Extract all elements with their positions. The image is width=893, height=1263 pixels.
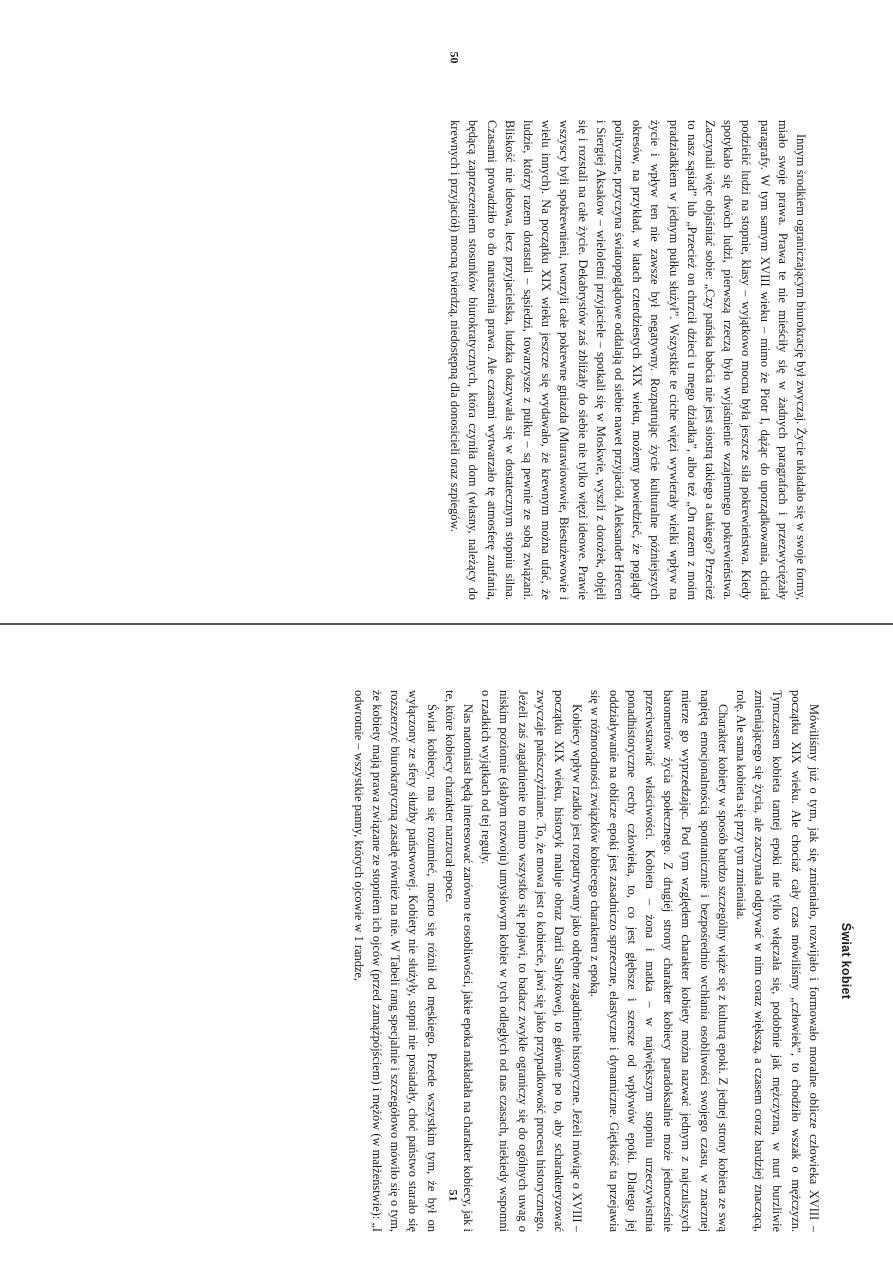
paragraph: Charakter kobiety w sposób bardzo szczególny wiąże się z kulturą epoki. Z jednej strony kobieta ze swą napiętą emocjonalnością spontanicznie i bezpośrednio wchłania osobliwości swojego czasu, w znacznej mierze go wyprzedzając. Pod tym względem charakter kobiety można nazwać jednym z najczulszych barometrów życia społecznego. Z drugiej strony charakter kobiecy paradoksalnie może jednocześnie przeciwstawiać właściwości. Kobieta – żona i matka – w największym stopniu urzeczywistnia ponadhistoryczne cechy człowieka, to, co jest głębsze i szersze od wpływów epoki. Dlatego jej oddziaływanie na oblicze epoki jest zasadniczo sprzeczne, elastyczne i dynamiczne. Giętkość ta przejawia się w różnorodności związków kobiecego charakteru z epoką. — [588, 690, 730, 1232]
paragraph: Innym środkiem ograniczającym biurokrację był zwyczaj. Życie układało się w swoje formy, miało swoje prawa. Prawa te nie mieściły się w żadnych paragrafach i przezwyciężały paragrafy. W tym samym XVIII wieku – mimo że Piotr I, dążąc do uporządkowania, chciał podzielić ludzi na stopnie, klasy – wyjątkowo mocna była jeszcze siła pokrewieństwa. Kiedy spotykało się dwóch ludzi, pierwszą rzeczą było wyjaśnienie wzajemnego pokrewieństwa. Zaczynali więc objaśniać sobie: „Czy pańska babcia nie jest siostrą takiego a takiego? Przecież to nasz sąsiad” lub „Przecież on chrzcił dzieci u mego dziadka”, albo też „On razem z moim pradziadkiem w jednym pułku służył”. Wszystkie te ciche więzi wywierały wielki wpływ na życie i wpływ ten nie zawsze był negatywny. Rozpatrując życie kulturalne późniejszych okresów, na przykład, w latach czterdziestych XIX wieku, możemy powiedzieć, że poglądy polityczne, przyczyna światopoglądowe oddalają od siebie nawet przyjaciół. Aleksander Hercen i Siergiej Aksakow – wieloletni przyjaciele – spotkali się w Moskwie, wyszli z dorożek, objęli się i rozstali na całe życie. Dekabrystów zaś zbliżały do siebie nie tylko więzi ideowe. Prawie wszyscy byli spokrewnieni, tworzyli całe pokrewne gniazda (Murawiowowie, Biestużewowie i wielu innych). Na początku XIX wieku jeszcze się wydawało, że krewnym można ufać, że ludzie, którzy razem dorastali – sąsiedzi, towarzysze z pułku – są pewnie ze sobą związani. Bliskość nie ideowa, lecz przyjacielska, ludzka okazywała się w dostatecznym stopniu silna. Czasami prowadziło to do naruszenia prawa. Ale czasami wytwarzało tę atmosferę zaufania, będącą zaprzeczeniem stosunków biurokratycznych, która czyniła dom (własny, należący do krewnych i przyjaciół) mocną twierdzą, niedostępną dla donosicieli oraz szpiegów. — [448, 120, 808, 600]
paragraph: Nas natomiast będą interesować zarówno te osobliwości, jakie epoka nakładała na charakter kobiecy, jak i te, które kobiecy charakter narzucał epoce. — [442, 690, 475, 1232]
page-right — [210, 690, 855, 1232]
paragraph: Świat kobiecy, ma się rozumieć, mocno się różnił od męskiego. Przede wszystkim tym, że był on wyłączony ze sfery służby państwowej. Kobiety nie służyły, stopni nie posiadały, choć państwo starało się rozszerzyć biurokratyczną zasadę również na nie. W Tabeli rang specjalnie i szczegółowo mówiło się o tym, że kobiety mają prawa związane ze stopniem ich ojców (przed zamążpójściem) i mężów (w małżeństwie): „I odwrotnie – wszystkie panny, których ojcowie w 1 randze, — [351, 690, 439, 1232]
page-spread-divider — [0, 623, 893, 625]
paragraph: Kobiecy wpływ rzadko jest rozpatrywany jako odrębne zagadnienie historyczne. Jeżeli mówiąc o XVIII – początku XIX wieku, historyk maluje obraz Darii Sałtykowej, to głównie po to, aby scharakteryzować zwyczaje pańszczyźniane. To, że mowa jest o kobiecie, jawi się jako przypadkowość procesu historycznego. Jeżeli zaś zagadnienie to mimo wszystko się pojawi, to badacz zwykle ograniczy się do ogólnych uwag o niskim poziomie (słabym rozwoju) umysłowym kobiet w tych odległych od nas czasach, niekiedy wspomni o rzadkich wyjątkach od tej reguły. — [479, 690, 585, 1232]
page-number-right: 51 — [446, 1189, 461, 1202]
page-left — [340, 120, 810, 600]
section-title: Świat kobiet — [839, 922, 853, 1000]
paragraph: Mówiliśmy już o tym, jak się zmieniało, rozwijało i formowało moralne oblicze człowieka XVIII – początku XIX wieku. Ale chociaż cały czas mówiliśmy „człowiek”, to chodziło wszak o mężczyzn. Tymczasem kobieta tamtej epoki nie tylko włączała się, podobnie jak mężczyzna, w nurt burzliwie zmieniającego się życia, ale zaczynała odgrywać w nim coraz większą, a czasem coraz bardziej znaczącą, rolę. Ale sama kobieta się przy tym zmieniała. — [733, 690, 821, 1232]
page-number-left: 50 — [447, 51, 462, 64]
